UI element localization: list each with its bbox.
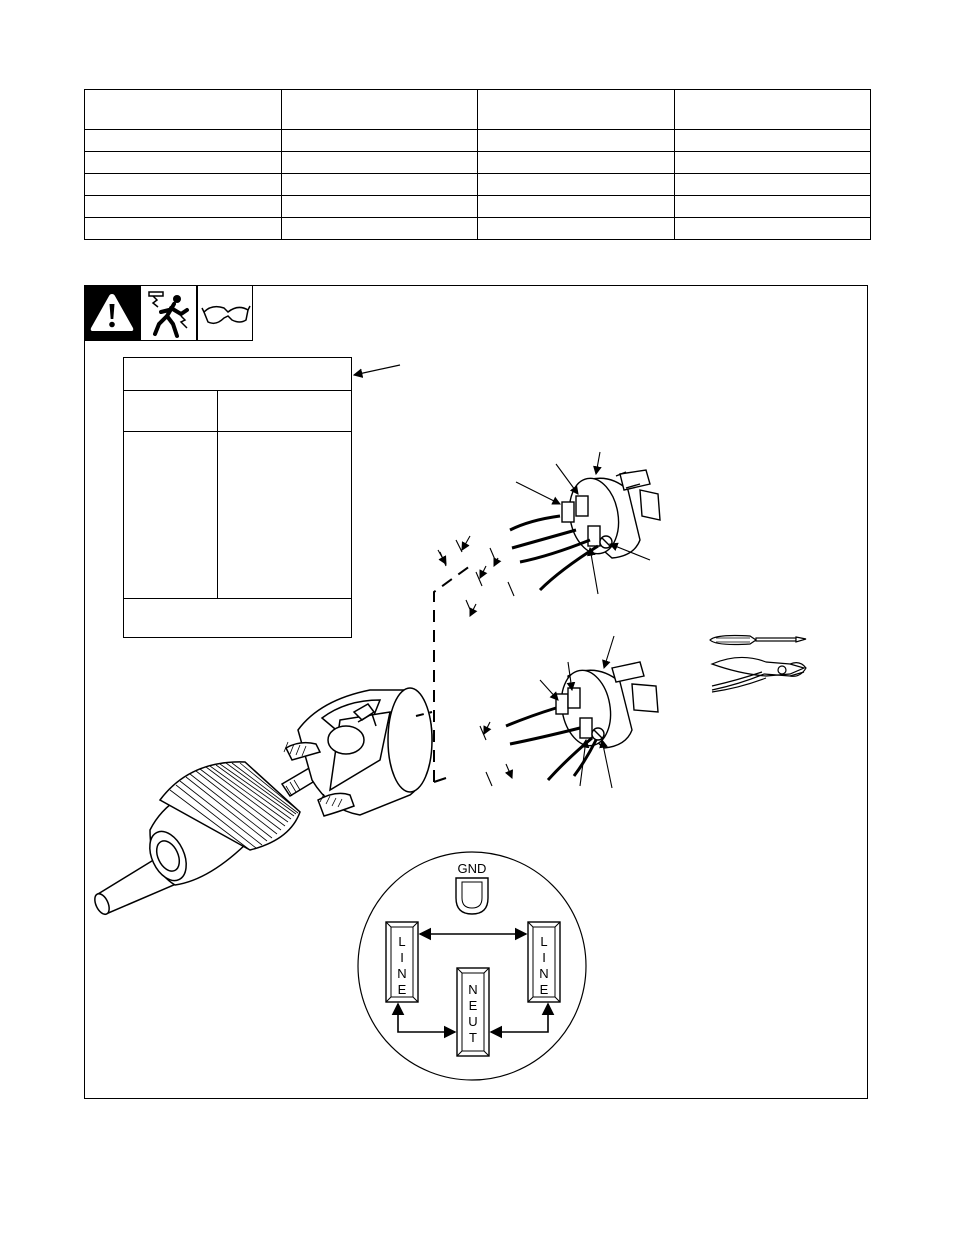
right-line-letter: N <box>539 966 549 981</box>
left-line-letter: N <box>397 966 407 981</box>
wire-stripper-icon <box>712 657 806 692</box>
receptacle-face-diagram <box>358 852 586 1080</box>
gnd-label: GND <box>457 861 487 876</box>
neutral-letter: T <box>469 1030 477 1045</box>
left-line-letter: I <box>400 950 404 965</box>
upper-plug-insert <box>510 470 660 590</box>
ground-slot <box>456 878 488 914</box>
neutral-letter: U <box>468 1014 478 1029</box>
screwdriver-icon <box>710 636 806 645</box>
lower-plug-insert <box>506 662 658 780</box>
left-line-letter: L <box>398 934 406 949</box>
inset-callout-arrow <box>354 365 400 375</box>
right-line-letter: I <box>542 950 546 965</box>
plug-assembly <box>92 688 432 917</box>
neutral-letter: N <box>468 982 478 997</box>
left-line-letter: E <box>397 982 407 997</box>
assembly-dashed-line <box>434 566 470 782</box>
right-line-letter: L <box>540 934 548 949</box>
neutral-letter: E <box>468 998 478 1013</box>
right-line-letter: E <box>539 982 549 997</box>
